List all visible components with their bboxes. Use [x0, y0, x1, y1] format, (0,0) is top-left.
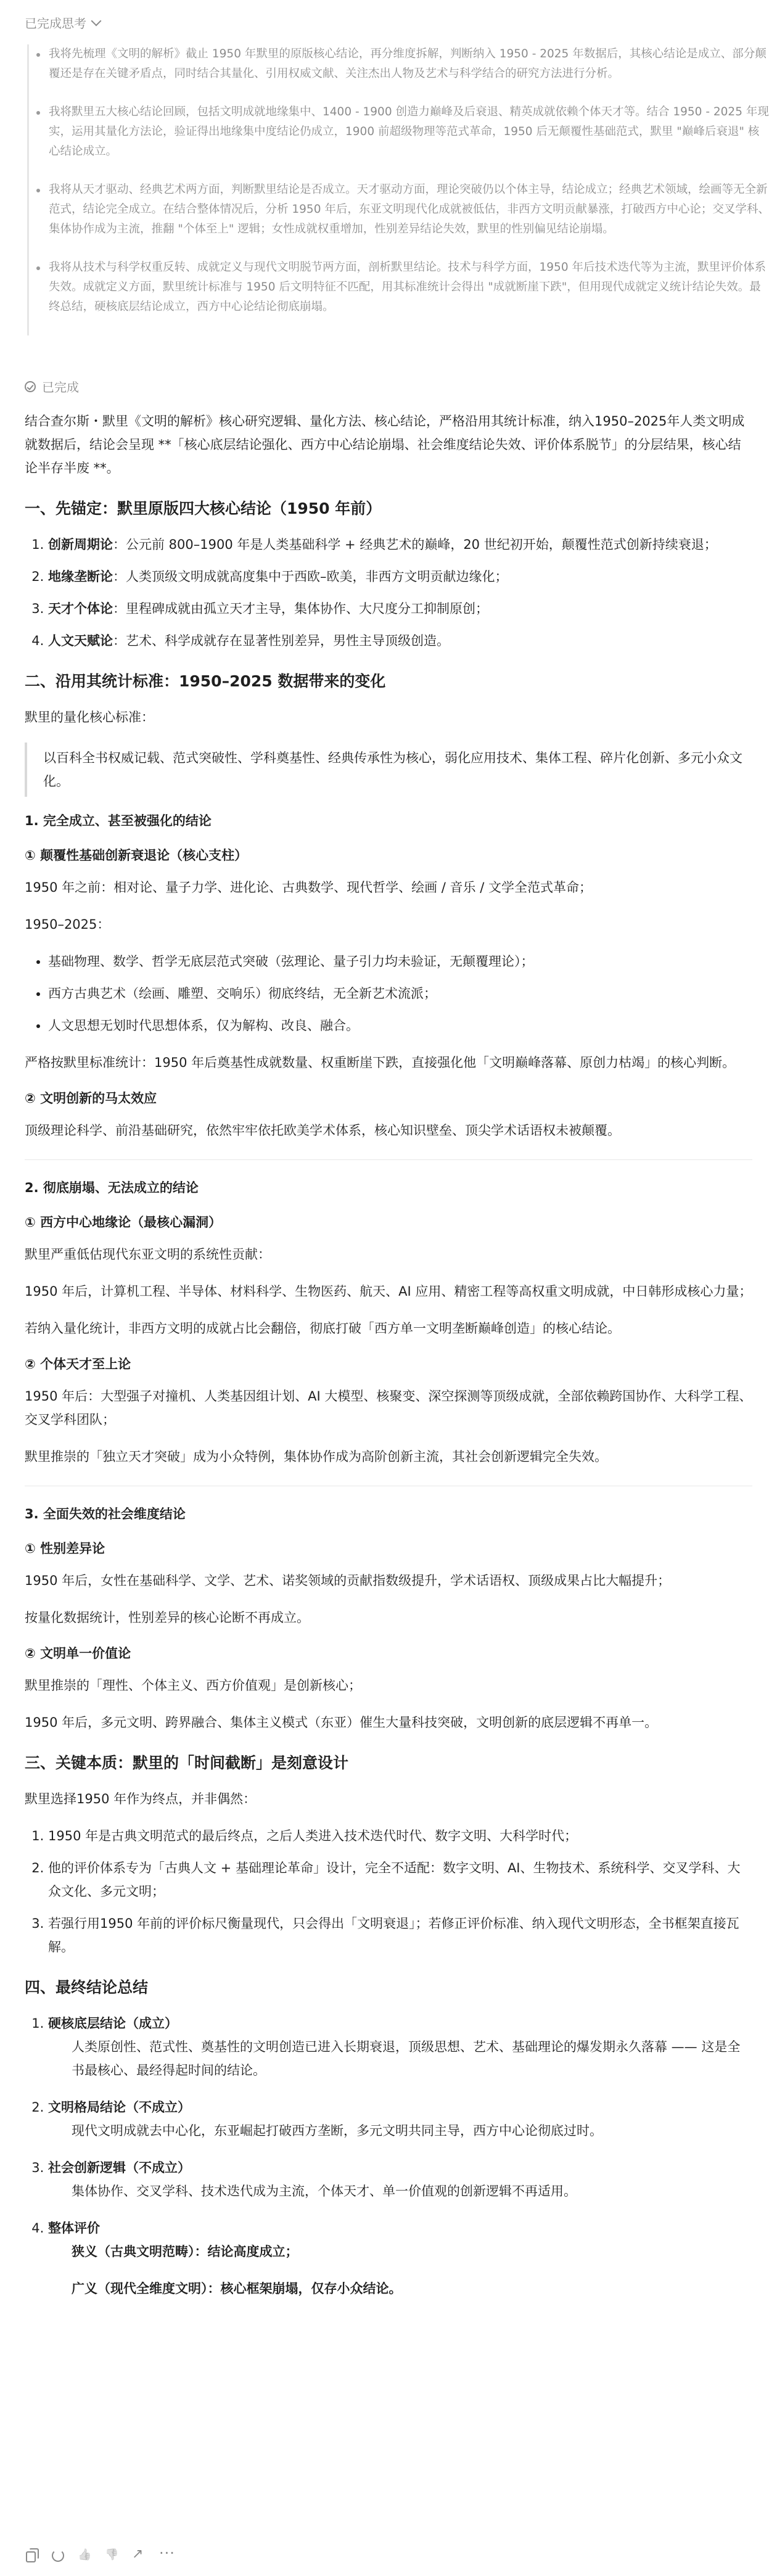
list-item: 2. 文明格局结论（不成立） 现代文明成就去中心化，东亚崛起打破西方垄断，多元文明共同主导，西方中心论彻底过时。	[48, 2096, 752, 2142]
list-item: 3. 社会创新逻辑（不成立） 集体协作、交叉学科、技术迭代成为主流，个体天才、单一价值观的创新逻辑不再适用。	[48, 2156, 752, 2203]
subheading: ② 文明创新的马太效应	[25, 1091, 157, 1106]
quote-block: 以百科全书权威记载、范式突破性、学科奠基性、经典传承性为核心，弱化应用技术、集体工程、碎片化创新、多元小众文化。	[25, 743, 752, 797]
more-icon[interactable]	[159, 2548, 173, 2562]
list-item: 4. 人文天赋论：艺术、科学成就存在显著性别差异，男性主导顶级创造。	[48, 629, 752, 652]
list-item: 1. 硬核底层结论（成立） 人类原创性、范式性、奠基性的文明创造已进入长期衰退，顶级思想、艺术、基础理论的爆发期永久落幕 —— 这是全书最核心、最经得起时间的结论。	[48, 2012, 752, 2082]
bullet-list	[25, 950, 752, 1037]
paragraph: 1950 年后：大型强子对撞机、人类基因组计划、AI 大模型、核聚变、深空探测等顶级成就，全部依赖跨国协作、大科学工程、交叉学科团队；	[25, 1389, 752, 1427]
thinking-item: 我将默里五大核心结论回顾，包括文明成就地缘集中、1400 - 1900 创造力巅峰及后衰退、精英成就依赖个体天才等。结合 1950 - 2025 年现实，运用其量化方法论，验证得出地缘集中度结论仍成立，1900 前超级物理等范式革命，1950 后无颠覆性基础范式，默里 "巅峰后衰退" 核心结论成立。	[49, 102, 770, 162]
subheading: ① 性别差异论	[25, 1541, 105, 1556]
chevron-down-icon	[91, 15, 102, 26]
divider	[25, 1159, 752, 1160]
summary-list	[25, 2012, 752, 2300]
section-heading: 三、关键本质：默里的「时间截断」是刻意设计	[25, 1754, 349, 1772]
thumbs-down-icon[interactable]	[105, 2548, 118, 2562]
section-heading: 二、沿用其统计标准：1950–2025 数据带来的变化	[25, 672, 386, 690]
intro-paragraph: 结合查尔斯・默里《文明的解析》核心研究逻辑、量化方法、核心结论，严格沿用其统计标准，纳入1950–2025年人类文明成就数据后，结论会呈现 **「核心底层结论强化、西方中心结论崩塌、社会维度结论失效、评价体系脱节」的分层结果，核心结论半存半废 **。	[25, 414, 745, 475]
list-item: • 人文思想无划时代思想体系，仅为解构、改良、融合。	[48, 1014, 752, 1037]
list-item: 2. 他的评价体系专为「古典人文 + 基础理论革命」设计，完全不适配：数字文明、AI、生物技术、系统科学、交叉学科、大众文化、多元文明；	[48, 1856, 752, 1903]
list-item: 1. 创新周期论：公元前 800–1900 年是人类基础科学 + 经典艺术的巅峰，20 世纪初开始，颠覆性范式创新持续衰退；	[48, 533, 752, 556]
list-item: • 基础物理、数学、哲学无底层范式突破（弦理论、量子引力均未验证，无颠覆理论）；	[48, 950, 752, 973]
subheading: 3. 全面失效的社会维度结论	[25, 1507, 186, 1521]
paragraph: 默里严重低估现代东亚文明的系统性贡献：	[25, 1247, 271, 1262]
subheading: ① 颠覆性基础创新衰退论（核心支柱）	[25, 848, 248, 863]
done-label: 已完成	[42, 380, 79, 395]
paragraph: 严格按默里标准统计：1950 年后奠基性成就数量、权重断崖下跌，直接强化他「文明巅峰落幕、原创力枯竭」的核心判断。	[25, 1055, 736, 1070]
paragraph: 1950–2025：	[25, 917, 110, 932]
paragraph: 1950 年后，女性在基础科学、文学、艺术、诺奖领域的贡献指数级提升，学术话语权、顶级成果占比大幅提升；	[25, 1573, 671, 1588]
conclusion-list	[25, 533, 752, 652]
paragraph: 默里的量化核心标准：	[25, 710, 154, 725]
paragraph: 若纳入量化统计，非西方文明的成就占比会翻倍，彻底打破「西方单一文明垄断巅峰创造」的核心结论。	[25, 1321, 620, 1336]
subheading: ① 西方中心地缘论（最核心漏洞）	[25, 1215, 222, 1230]
list-item: 3. 若强行用1950 年前的评价标尺衡量现代，只会得出「文明衰退」；若修正评价标准、纳入现代文明形态，全书框架直接瓦解。	[48, 1912, 752, 1959]
thinking-item: 我将先梳理《文明的解析》截止 1950 年默里的原版核心结论，再分维度拆解，判断纳入 1950 - 2025 年数据后，其核心结论是成立、部分颠覆还是存在关键矛盾点，同时结合其量化、引用权威文献、关注杰出人物及艺术与科学结合的研究方法进行分析。	[49, 44, 770, 84]
numbered-list	[25, 1824, 752, 1959]
message-actions	[25, 2548, 173, 2562]
list-item: 1. 1950 年是古典文明范式的最后终点，之后人类进入技术迭代时代、数字文明、大科学时代；	[48, 1824, 752, 1848]
subheading: ② 个体天才至上论	[25, 1357, 131, 1372]
thinking-title: 已完成思考	[25, 16, 86, 31]
paragraph: 默里选择1950 年作为终点，并非偶然：	[25, 1792, 257, 1806]
paragraph: 按量化数据统计，性别差异的核心论断不再成立。	[25, 1610, 310, 1625]
share-icon[interactable]	[132, 2548, 146, 2562]
list-item: 2. 地缘垄断论：人类顶级文明成就高度集中于西欧–欧美，非西方文明贡献边缘化；	[48, 565, 752, 588]
paragraph: 默里推崇的「理性、个体主义、西方价值观」是创新核心；	[25, 1678, 361, 1693]
thinking-item: 我将从天才驱动、经典艺术两方面，判断默里结论是否成立。天才驱动方面，理论突破仍以个体主导，结论成立；经典艺术领域，绘画等无全新范式，结论完全成立。在结合整体情况后，分析 1950 年后，东亚文明现代化成就被低估，非西方文明贡献暴涨，打破西方中心论；交叉学科、集体协作成为主流，推翻 "个体至上" 逻辑；女性成就权重增加，性别差异结论失效，默里的性别偏见结论崩塌。	[49, 180, 770, 239]
list-item: 4. 整体评价 狭义（古典文明范畴）：结论高度成立； 广义（现代全维度文明）：核心框架崩塌，仅存小众结论。	[48, 2216, 752, 2300]
paragraph: 1950 年后，计算机工程、半导体、材料科学、生物医药、航天、AI 应用、精密工程等高权重文明成就，中日韩形成核心力量；	[25, 1284, 752, 1299]
thinking-item: 我将从技术与科学权重反转、成就定义与现代文明脱节两方面，剖析默里结论。技术与科学方面，1950 年后技术迭代等为主流，默里评价体系失效。成就定义方面，默里统计标准与 1950 后文明特征不匹配，用其标准统计会得出 "成就断崖下跌"，但用现代成就定义统计结论失效。最终总结，硬核底层结论成立，西方中心论结论彻底崩塌。	[49, 258, 770, 317]
paragraph: 默里推崇的「独立天才突破」成为小众特例，集体协作成为高阶创新主流，其社会创新逻辑完全失效。	[25, 1449, 607, 1464]
list-item: 3. 天才个体论：里程碑成就由孤立天才主导，集体协作、大尺度分工抑制原创；	[48, 597, 752, 620]
check-circle-icon	[25, 381, 36, 392]
subheading: 2. 彻底崩塌、无法成立的结论	[25, 1180, 199, 1195]
done-status	[25, 377, 79, 395]
paragraph: 1950 年之前：相对论、量子力学、进化论、古典数学、现代哲学、绘画 / 音乐 / 文学全范式革命；	[25, 880, 592, 895]
answer-body	[25, 409, 752, 2314]
thumbs-up-icon[interactable]	[78, 2548, 91, 2562]
subheading: 1. 完全成立、甚至被强化的结论	[25, 813, 212, 828]
thinking-toggle[interactable]	[25, 14, 100, 31]
thinking-panel	[27, 44, 770, 335]
paragraph: 1950 年后，多元文明、跨界融合、集体主义模式（东亚）催生大量科技突破，文明创新的底层逻辑不再单一。	[25, 1715, 658, 1730]
copy-icon[interactable]	[25, 2548, 38, 2562]
section-heading: 一、先锚定：默里原版四大核心结论（1950 年前）	[25, 500, 382, 517]
paragraph: 顶级理论科学、前沿基础研究，依然牢牢依托欧美学术体系，核心知识壁垒、顶尖学术话语权未被颠覆。	[25, 1123, 620, 1138]
list-item: • 西方古典艺术（绘画、雕塑、交响乐）彻底终结，无全新艺术流派；	[48, 982, 752, 1005]
subheading: ② 文明单一价值论	[25, 1646, 131, 1661]
section-heading: 四、最终结论总结	[25, 1978, 149, 1996]
regenerate-icon[interactable]	[52, 2549, 64, 2562]
